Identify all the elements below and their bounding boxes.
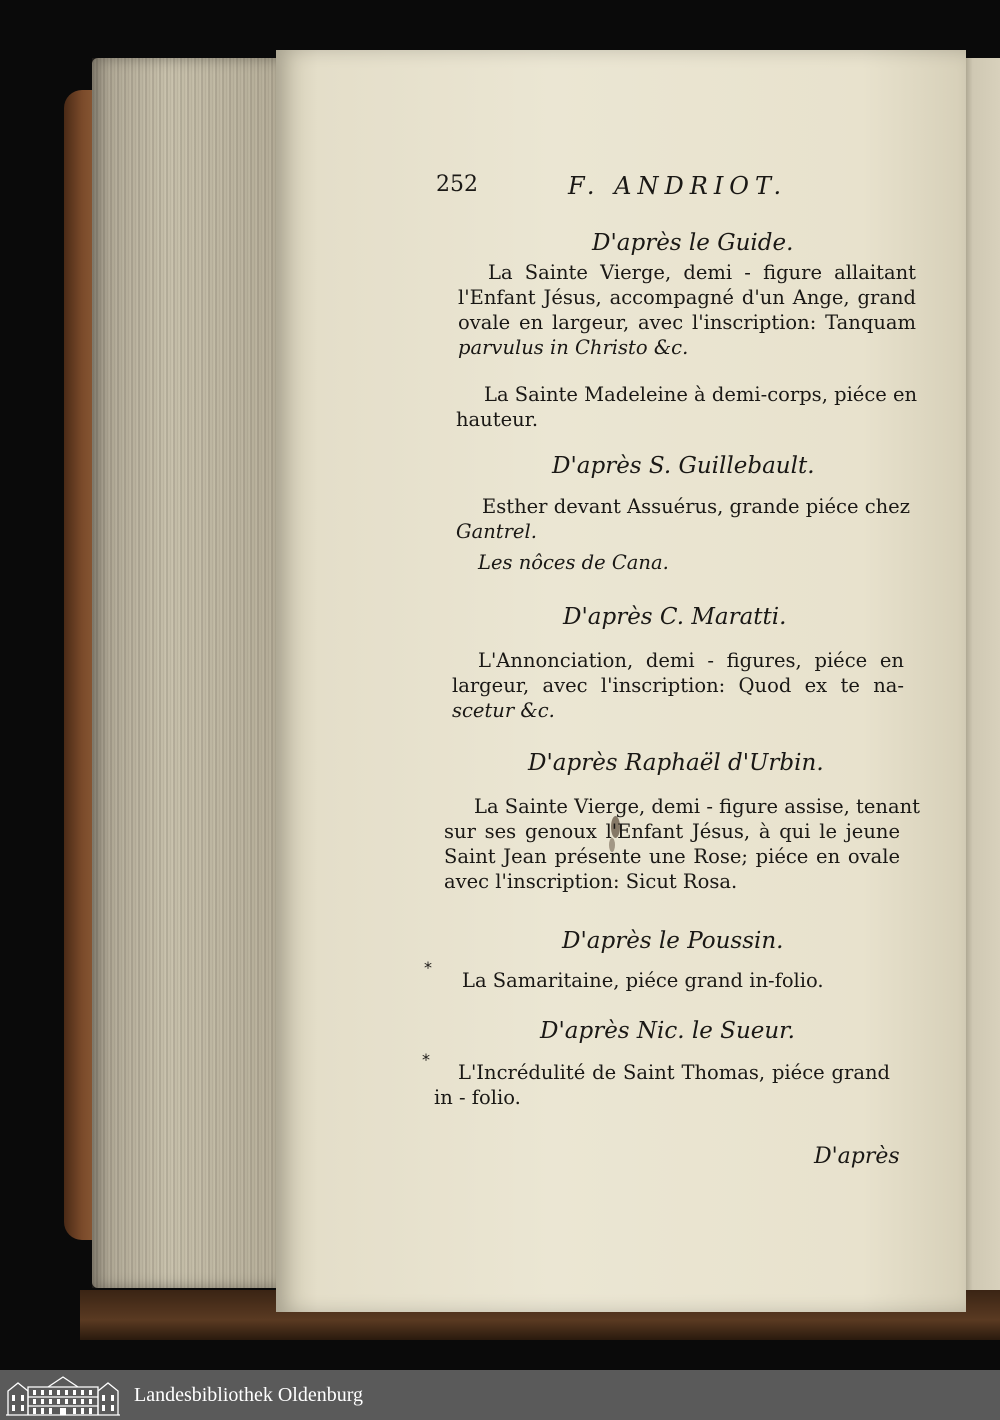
entry-paragraph	[452, 648, 904, 723]
entry-paragraph	[458, 260, 916, 360]
entry-paragraph	[434, 1060, 890, 1110]
running-title: F. ANDRIOT.	[568, 172, 788, 200]
entry-line: largeur, avec l'inscription: Quod ex te na-	[452, 674, 904, 697]
entry-marker: *	[422, 1050, 430, 1069]
entry-line: La Samaritaine, piéce grand in-folio.	[462, 969, 824, 992]
entry-line: La Sainte Madeleine à demi-corps, piéce en	[484, 383, 918, 406]
entry-line: L'Annonciation, demi - figures, piéce en	[478, 649, 904, 672]
entry-paragraph	[456, 494, 910, 544]
section-heading: D'après le Poussin.	[562, 928, 784, 954]
entry-paragraph	[444, 794, 921, 894]
entry-line: La Sainte Vierge, demi - figure assise, tenant	[474, 795, 921, 818]
footer-bar	[0, 1370, 1000, 1420]
section-heading: D'après Raphaël d'Urbin.	[528, 750, 824, 776]
library-name: Landesbibliothek Oldenburg	[134, 1384, 364, 1406]
entry-marker: *	[424, 958, 432, 977]
section-heading: D'après S. Guillebault.	[552, 453, 815, 479]
entry-line: sur ses genoux l'Enfant Jésus, à qui le jeune	[444, 820, 900, 843]
section-heading: D'après Nic. le Sueur.	[540, 1018, 795, 1044]
entry-line: L'Incrédulité de Saint Thomas, piéce grand	[458, 1061, 890, 1084]
entry-line: Les nôces de Cana.	[478, 551, 669, 574]
entry-line: Gantrel.	[456, 520, 537, 543]
entry-paragraph	[456, 382, 918, 432]
entry-paragraph	[462, 968, 842, 993]
entry-line: ovale en largeur, avec l'inscription: Tanquam	[458, 311, 916, 334]
section-heading: D'après le Guide.	[592, 230, 794, 256]
page-edges	[92, 58, 282, 1288]
entry-line: in - folio.	[434, 1086, 521, 1109]
entry-line: l'Enfant Jésus, accompagné d'un Ange, grand	[458, 286, 916, 309]
entry-line: La Sainte Vierge, demi - figure allaitant	[488, 261, 916, 284]
entry-line: avec l'inscription: Sicut Rosa.	[444, 870, 738, 893]
entry-paragraph	[478, 550, 778, 575]
library-building-icon	[4, 1373, 122, 1417]
entry-line: parvulus in Christo &c.	[458, 336, 689, 359]
entry-line: hauteur.	[456, 408, 539, 431]
catchword: D'après	[814, 1144, 900, 1169]
page-number: 252	[436, 172, 478, 197]
entry-line: Esther devant Assuérus, grande piéce chez	[482, 495, 910, 518]
entry-line: Saint Jean présente une Rose; piéce en ovale	[444, 845, 900, 868]
section-heading: D'après C. Maratti.	[563, 604, 787, 630]
entry-line: scetur &c.	[452, 699, 555, 722]
